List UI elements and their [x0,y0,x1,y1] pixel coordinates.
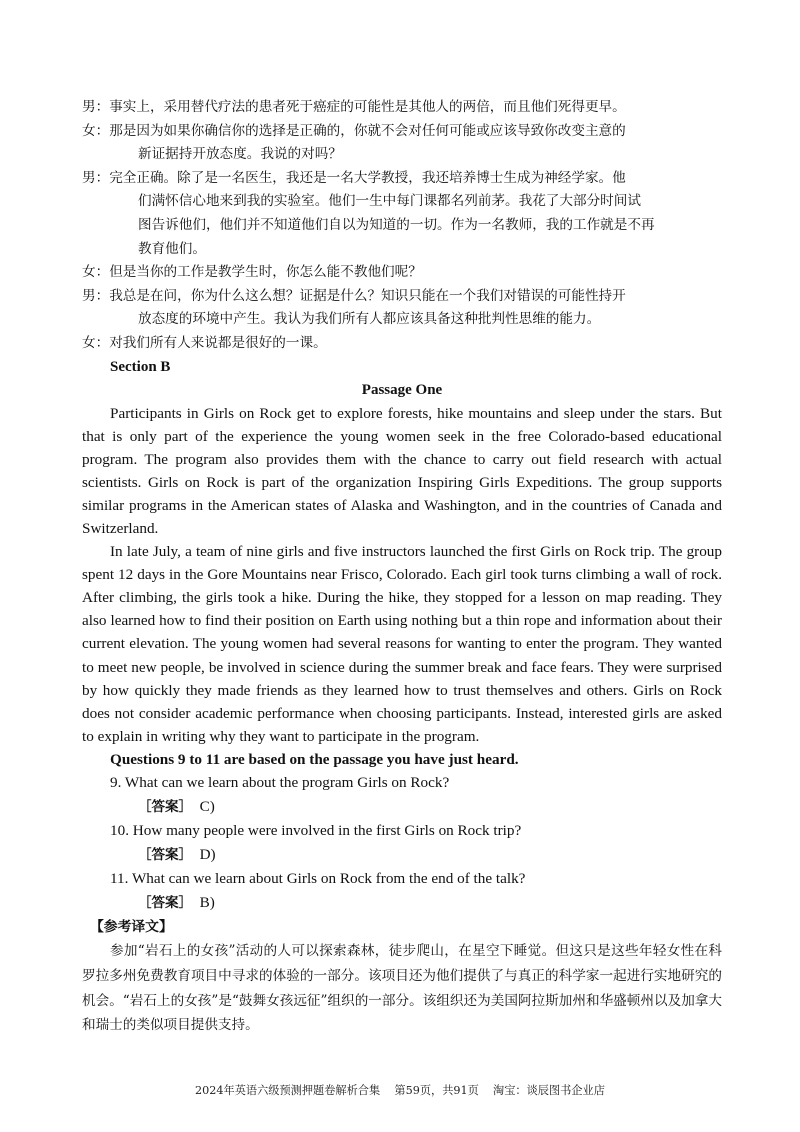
passage-paragraph-2: In late July, a team of nine girls and five instructors launched the first Girls on Rock trip. The group spent 12 days in the Gore Mountains near Frisco, Colorado. Each girl took turns climbing a wall of rock. After climbing, the girls took a hike. During the hike, they stopped for a lesson on map reading. They also learned how to find their position on Earth using nothing but a thin rope and information about their current elevation. The young women had several reasons for wanting to enter the program. They wanted to meet new people, be involved in science during the summer break and face fears. They were surprised by how quickly they made friends as they learned how to trust themselves and others. Girls on Rock does not consider academic performance when choosing participants. Instead, interested girls are asked to explain in writing why they want to participate in the program. [82,543,722,745]
footer-page-number: 第59页，共91页 [394,1084,479,1097]
dialogue-turn-6: 女：对我们所有人来说都是很好的一课。 [82,334,327,351]
dialogue-text: 那是因为如果你确信你的选择是正确的，你就不会对任何可能或应该导致你改变主意的 [109,122,626,139]
dialogue-turn-5: 男：我总是在问，你为什么这么想？证据是什么？知识只能在一个我们对错误的可能性持开 放态度的环境中产生。我认为我们所有人都应该具备这种批判性思维的能力。 [82,287,626,328]
dialogue-text: 我总是在问，你为什么这么想？证据是什么？知识只能在一个我们对错误的可能性持开 [109,287,626,304]
page-footer [0,1082,800,1098]
answer-9 [82,795,722,820]
page-content [82,96,722,1038]
dialogue-text: 完全正确。除了是一名医生，我还是一名大学教授，我还培养博士生成为神经学家。他 [109,169,626,186]
dialogue-turn-1: 男：事实上，采用替代疗法的患者死于癌症的可能性是其他人的两倍，而且他们死得更早。 [82,99,626,115]
dialogue-text: 对我们所有人来说都是很好的一课。 [109,334,327,351]
passage-title: Passage One [361,381,443,398]
footer-shop: 淘宝：谈辰图书企业店 [493,1084,605,1097]
dialogue-turn-3: 男：完全正确。除了是一名医生，我还是一名大学教授，我还培养博士生成为神经学家。他 们满怀信心地来到我的实验室。他们一生中每门课都名列前茅。我花了大部分时间试 图告诉他们，他们并不知道他们自以为知道的一切。作为一名教师，我的工作就是不再 教育他们。 [82,169,655,257]
answer-value: D) [199,845,216,863]
question-11: 11. What can we learn about Girls on Rock from the end of the talk? [110,870,526,888]
answer-tag: ［答案］ [138,846,192,863]
questions-heading: Questions 9 to 11 are based on the passage you have just heard. [110,750,519,768]
section-title: Section B [110,358,171,375]
answer-10 [82,843,722,868]
dialogue-text: 放态度的环境中产生。我认为我们所有人都应该具备这种批判性思维的能力。 [138,311,601,328]
answer-value: C) [199,797,215,815]
reference-translation: 参加“岩石上的女孩”活动的人可以探索森林，徒步爬山，在星空下睡觉。但这只是这些年轻女性在科罗拉多州免费教育项目中寻求的体验的一部分。该项目还为他们提供了与真正的科学家一起进行实地研究的机会。“岩石上的女孩”是“鼓舞女孩远征”组织的一部分。该组织还为美国阿拉斯加州和华盛顿州以及加拿大和瑞士的类似项目提供支持。 [82,943,722,1034]
dialogue-text: 但是当你的工作是教学生时，你怎么能不教他们呢？ [109,264,422,281]
speaker-label: 女 [82,122,96,139]
answer-value: B) [199,893,215,911]
answer-11 [82,891,722,916]
answer-tag: ［答案］ [138,798,192,815]
dialogue-turn-4: 女：但是当你的工作是教学生时，你怎么能不教他们呢？ [82,264,422,281]
footer-book-title: 2024年英语六级预测押题卷解析合集 [195,1084,381,1097]
passage-paragraph-1: Participants in Girls on Rock get to explore forests, hike mountains and sleep under the stars. But that is only part of the experience the young women seek in the free Colorado-based educational program. The program also provides them with the chance to carry out field research with actual scientists. Girls on Rock is part of the organization Inspiring Girls Expeditions. The group supports similar programs in the American states of Alaska and Washington, and in the countries of Canada and Switzerland. [82,404,722,537]
dialogue-text: 新证据持开放态度。我说的对吗？ [138,146,342,163]
reference-title: 【参考译文】 [90,919,173,936]
dialogue-block [82,96,722,356]
dialogue-text: 图告诉他们，他们并不知道他们自以为知道的一切。作为一名教师，我的工作就是不再 [138,216,655,233]
speaker-label: 女 [82,264,96,281]
speaker-label: 男 [82,169,96,186]
answer-tag: ［答案］ [138,894,192,911]
speaker-label: 男 [82,287,96,304]
speaker-label: 女 [82,334,96,351]
question-10: 10. How many people were involved in the first Girls on Rock trip? [110,822,522,840]
dialogue-text: 事实上，采用替代疗法的患者死于癌症的可能性是其他人的两倍，而且他们死得更早。 [109,99,626,115]
dialogue-turn-2: 女：那是因为如果你确信你的选择是正确的，你就不会对任何可能或应该导致你改变主意的 新证据持开放态度。我说的对吗？ [82,122,626,163]
dialogue-text: 们满怀信心地来到我的实验室。他们一生中每门课都名列前茅。我花了大部分时间试 [138,193,641,210]
question-9: 9. What can we learn about the program Girls on Rock? [110,774,450,792]
dialogue-text: 教育他们。 [138,240,206,257]
speaker-label: 男 [82,99,96,115]
